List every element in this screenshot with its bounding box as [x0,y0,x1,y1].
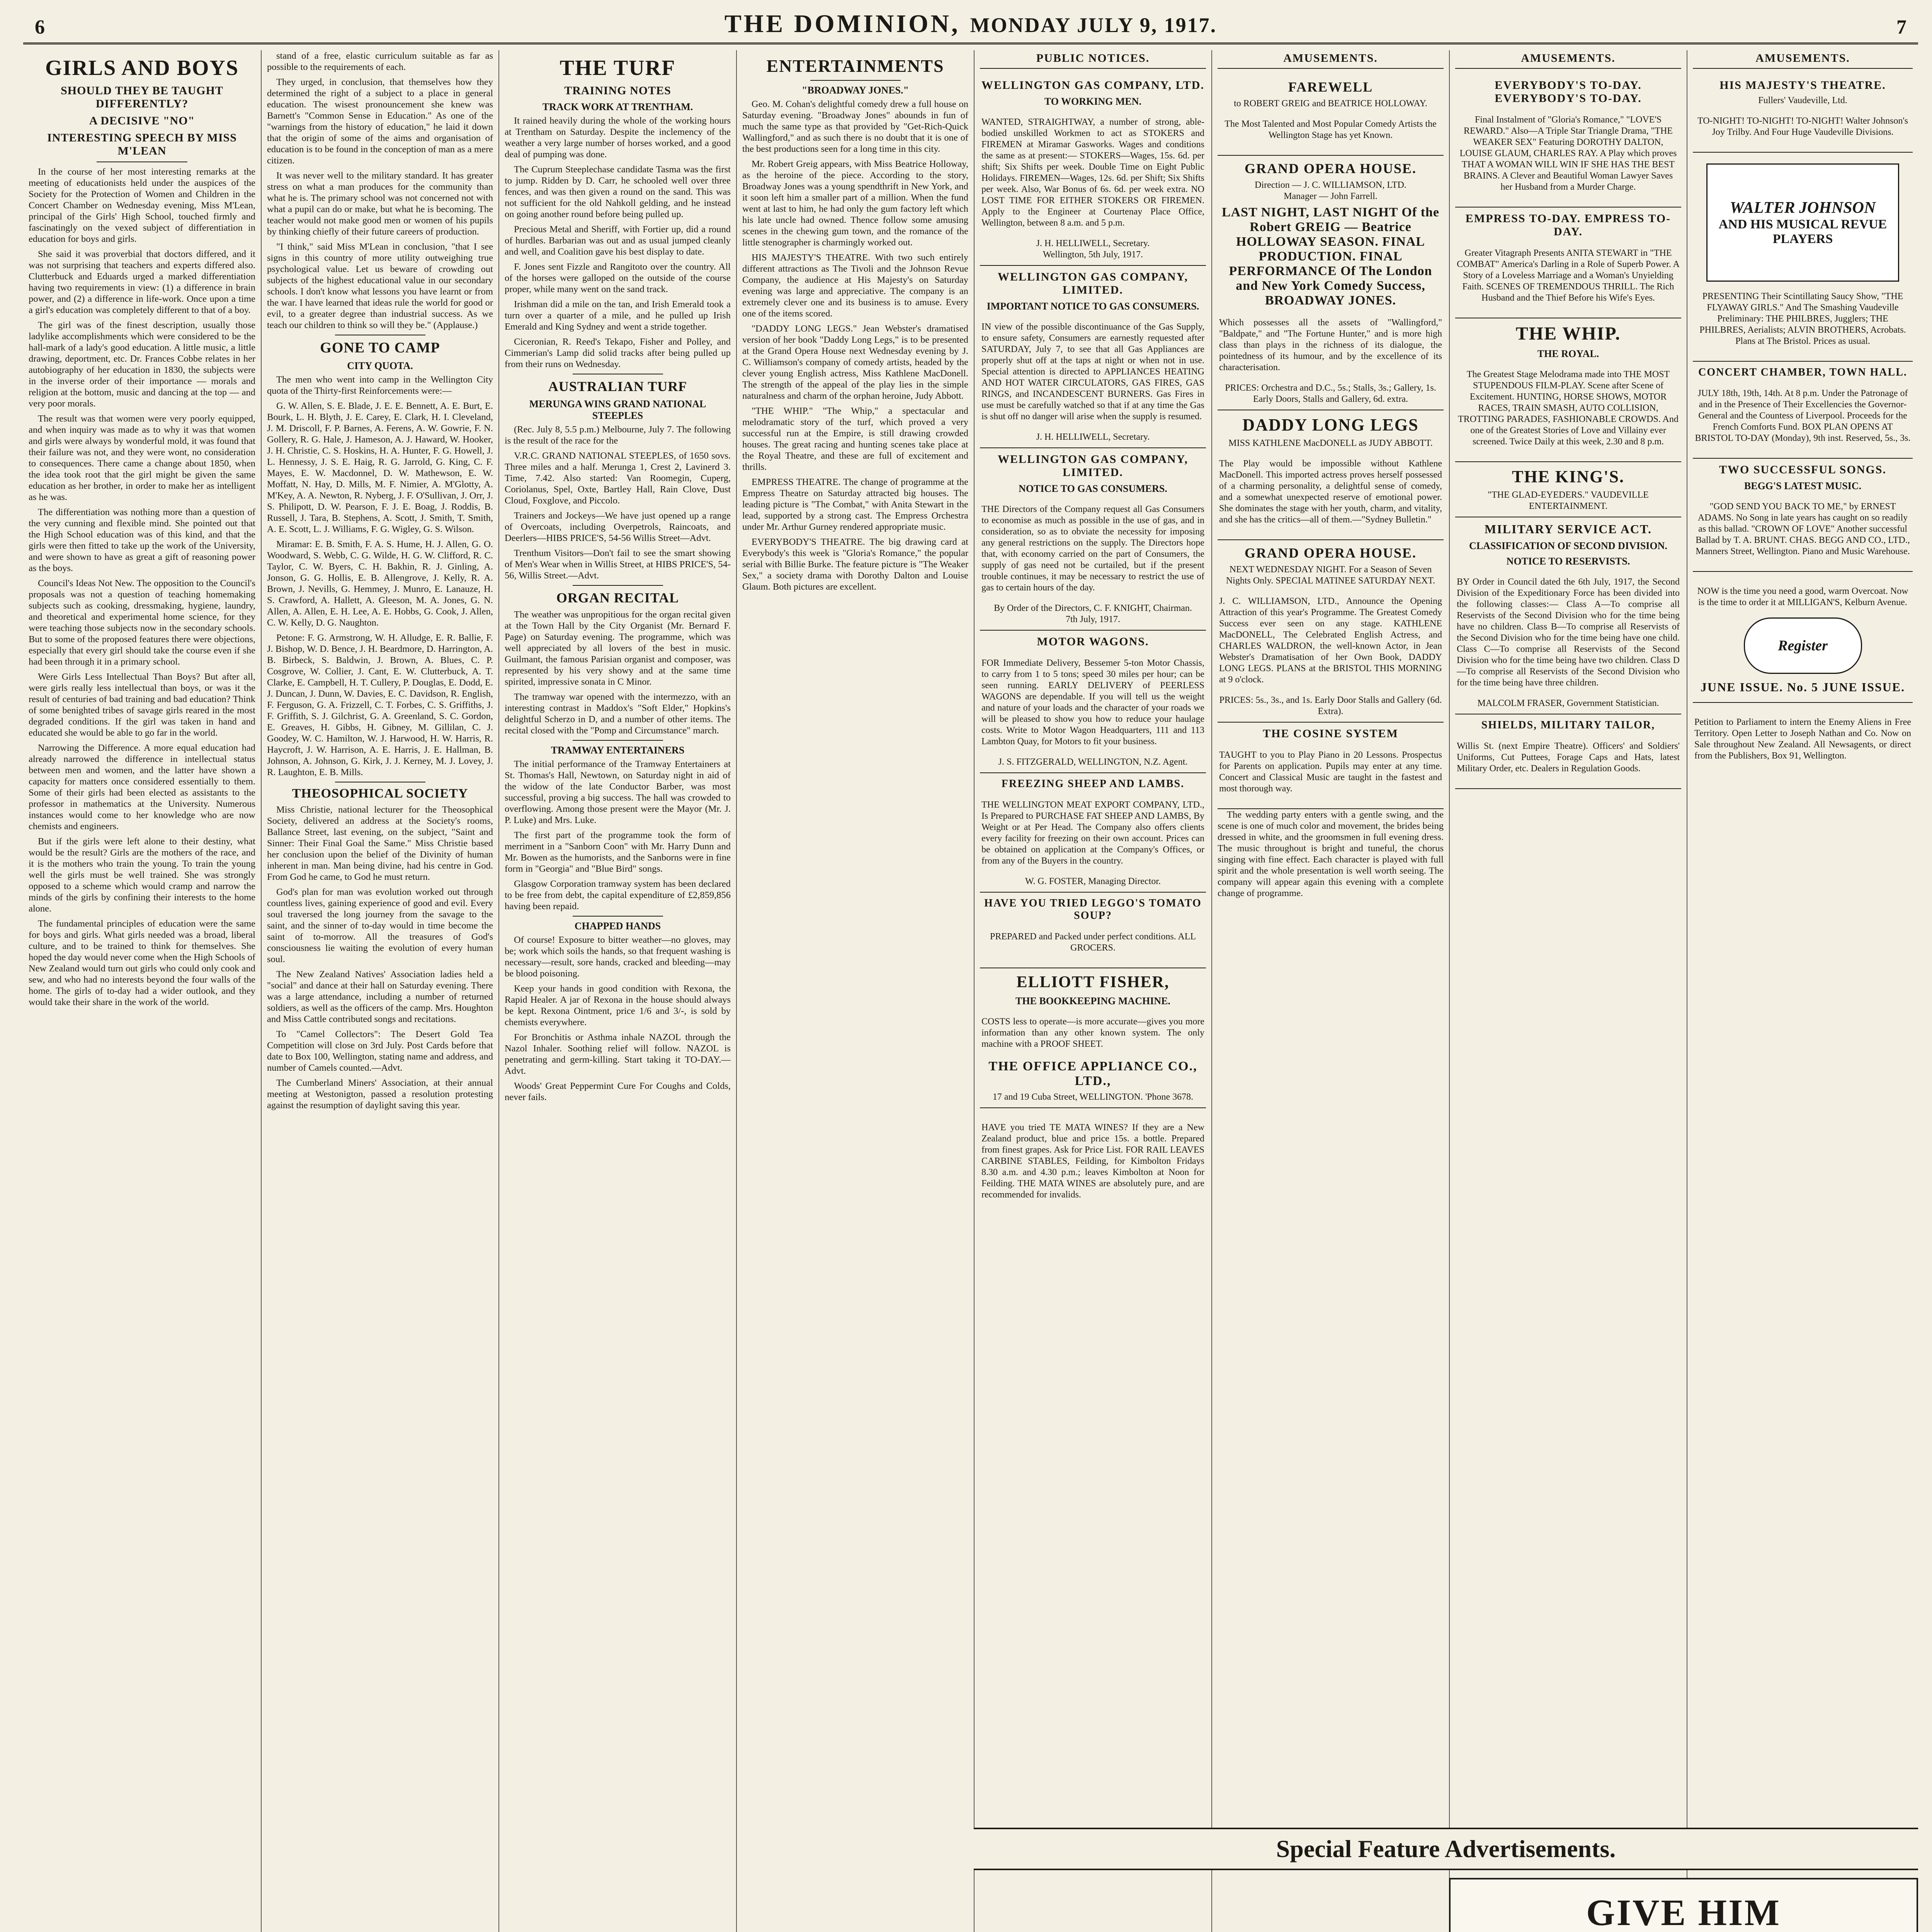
notice-signature: By Order of the Directors, C. F. KNIGHT, Chairman. [994,603,1192,613]
ad-subtitle: to ROBERT GREIG and BEATRICE HOLLOWAY. [1234,99,1427,109]
ad-subtitle: MISS KATHLENE MacDONELL as JUDY ABBOTT. [1228,438,1433,448]
misc-notices [980,1108,1206,1214]
article-paragraph: EMPRESS THEATRE. The change of programme at the Empress Theatre on Saturday attracted big houses. The leading picture is "The Combat," with Anita Stewart in the lead, supported by a strong cast. The Empress Orchestra under Mr. Arthur Gurney rendered appropriate music. [742,477,968,532]
ad-title: ELLIOTT FISHER, [1016,973,1170,991]
notice-subtitle: IMPORTANT NOTICE TO GAS CONSUMERS. [986,301,1199,312]
article-paragraph: G. W. Allen, S. E. Blade, J. E. E. Bennett, A. E. Burt, E. Bourk, L. H. Blyth, J. E. Carey, E. Clark, H. I. Cleveland, J. M. Driscoll, F. P. Barnes, A. Ferens, A. W. Gowrie, F. N. Gollery, R. G. Hale, J. Hameson, A. J. Haward, W. Hooker, J. H. Christie, C. S. Hoskins, H. A. Hunter, F. G. Howell, J. L. Hennessy, J. S. E. Haig, R. G. Jarrold, G. King, C. F. Mayes, E. W. Macdonnel, D. W. Mathewson, E. W. Moffatt, N. Hay, D. Mills, M. F. Nimier, A. M'Glotty, A. M'Key, A. A. Newton, R. Nyberg, J. F. O'Sullivan, J. Orr, J. S. Philipott, D. W. Pearson, F. J. E. Boag, J. Roddis, B. Russell, J. Tara, B. Stephens, A. Scott, J. Smith, T. Smith, A. E. Scott, L. J. Williams, F. G. Wigley, G. S. Wilson. [267,401,493,534]
ad-signature: W. G. FOSTER, Managing Director. [1025,876,1161,886]
notice-subtitle: CLASSIFICATION OF SECOND DIVISION. [1469,540,1667,551]
ad-title: DADDY LONG LEGS [1242,415,1419,434]
gas-company-notice [980,74,1206,266]
column-6 [1211,50,1449,1932]
kodak-give-him: GIVE HIM [1586,1892,1781,1932]
notice-signature: MALCOLM FRASER, Government Statistician. [1477,698,1659,708]
ad-text: NOW is the time you need a good, warm Overcoat. Now is the time to order it at MILLIGAN'S, Kelburn Avenue. [1697,586,1908,607]
column-1 [23,50,261,1932]
article-subhead: MERUNGA WINS GRAND NATIONAL STEEPLES [529,398,706,421]
article-heading: TRAMWAY ENTERTAINERS [551,745,685,756]
shields-tailor-ad [1455,714,1681,789]
ad-title: CONCERT CHAMBER, TOWN HALL. [1698,366,1907,378]
column-content [1218,74,1444,903]
his-majestys-ad [1693,74,1913,153]
article-paragraph: HIS MAJESTY'S THEATRE. With two such entirely different attractions as The Tivoli and the Johnson Revue Company, the audience at His Majesty's on Saturday evening was large and appreciative. The company is an extremely clever one and its business is to amuse. Every one of the items scored. [742,252,968,319]
article-paragraph: EVERYBODY'S THEATRE. The big drawing card at Everybody's this week is "Gloria's Romance," the popular serial with Billie Burke. The feature picture is "The Weaker Sex," a society drama with Dorothy Dalton and Louise Glaum. Both pictures are excellent. [742,537,968,592]
article-paragraph: The Cuprum Steeplechase candidate Tasma was the first to jump. Ridden by D. Carr, he schooled well over three fences, and was then given a round on the sand. This was not sufficient for the old Nahkoll gelding, and he instead on going another round before being pulled up. [505,164,731,219]
ad-text: Final Instalment of "Gloria's Romance," "LOVE'S REWARD." Also—A Triple Star Triangle Drama, "THE WEAKER SEX" Featuring DOROTHY DALTON, LOUISE GLAUM, CHARLES RAY. A Play which proves THAT A WOMAN WILL WIN IF SHE HAS THE BEST BRAINS. A Clever and Beautiful Woman Lawyer Saves her Husband from a Murder Charge. [1459,115,1677,192]
article-paragraph: F. Jones sent Fizzle and Rangitoto over the country. All of the horses were galloped on the outside of the course proper, while many went on the sand track. [505,262,731,294]
ad-text: J. C. WILLIAMSON, LTD., Announce the Opening Attraction of this year's Programme. The Greatest Comedy Success ever seen on any stage. KATHLENE MacDONELL, The Celebrated English Actress, and CHARLES WALDRON, the well-known Actor, in Jean Webster's Dramatisation of her Own Book, DADDY LONG LEGS. PLANS at the BRISTOL THIS MORNING at 9 o'clock. [1219,596,1442,685]
military-service-notice [1455,517,1681,714]
concert-chamber-ad [1693,362,1913,459]
ad-title: TWO SUCCESSFUL SONGS. [1719,463,1886,476]
article-paragraph: The initial performance of the Tramway Entertainers at St. Thomas's Hall, Newtown, on Saturday night in aid of the widow of the late Conductor Barber, was most successful, proving a big success. The hall was crowded to overflowing. Among those present were the Mayor (Mr. J. P. Luke) and Mrs. Luke. [505,759,731,825]
filler-paragraph: The wedding party enters with a gentle swing, and the scene is one of much color and movement, the brides being dressed in white, and the groomsmen in full evening dress. The music throughout is bright and tuneful, the chorus singing with fine effect. Each character is played with full spirit and the whole presentation is well worth seeing. The company will appear again this evening with a complete change of programme. [1218,810,1444,898]
column-header: AMUSEMENTS. [1693,50,1913,69]
masthead [23,12,1918,44]
ad-title: HIS MAJESTY'S THEATRE. [1719,79,1886,92]
divider [573,916,663,917]
petition-ad [1693,703,1913,776]
notice-text: THE Directors of the Company request all Gas Consumers to economise as much as possible in the use of gas, and in consideration, so as to obviate the necessity for imposing any general restrictions on the supply. The Directors hope that, with economy carried on the part of Consumers, the supply of gas need not be curtailed, but if the present trouble continues, it may be necessary to restrict the use of gas to certain hours of the day. [981,504,1204,593]
elliott-fisher-ad [980,968,1206,1108]
register-logo-icon: Register [1744,617,1862,674]
article-paragraph: In the course of her most interesting remarks at the meeting of educationists held under the auspices of the Society for the Protection of Women and Children in the Concert Chamber on Wednesday evening, Miss M'Lean, principal of the Girls' High School, touched firmly and fascinatingly on the vexed subject of differentiation in education for boys and girls. [29,167,255,244]
notice-title: MILITARY SERVICE ACT. [1485,522,1652,536]
article-paragraph: Council's Ideas Not New. The opposition to the Council's proposals was not a question of teaching homemaking subjects such as cooking, dressmaking, hygiene, laundry, and theoretical and experimental home science, for they were teaching those subjects now in the secondary schools. But to some of the proposed features there were objections, especially that every girl should take the course even if she had been through it in a primary school. [29,578,255,667]
empress-ad [1455,207,1681,318]
column-4 [736,50,974,1932]
revue-sub: AND HIS MUSICAL REVUE PLAYERS [1718,217,1887,246]
article-paragraph: (Rec. July 8, 5.5 p.m.) Melbourne, July 7. The following is the result of the race for the [505,424,731,446]
farewell-ad [1218,74,1444,156]
article-paragraph: "DADDY LONG LEGS." Jean Webster's dramatised version of her book "Daddy Long Legs," is to be presented at the Grand Opera House next Wednesday evening by J. C. Williamson's company of comedy artists, headed by the clever young English actress, Miss Kathlene MacDonell. The strength of the appeal of the play lies in the simple naturalness and charm of the orphan heroine, Judy Abbott. [742,323,968,401]
article-paragraph: For Bronchitis or Asthma inhale NAZOL through the Nazol Inhaler. Soothing relief will follow. NAZOL is penetrating and germ-killing. Start taking it TO-DAY.—Advt. [505,1032,731,1076]
article-paragraph: Petone: F. G. Armstrong, W. H. Alludge, E. R. Ballie, F. J. Bishop, W. D. Bence, J. H. Beardmore, D. Harrington, A. B. Birbeck, S. Baldwin, J. Brown, A. Blues, C. P. Cosgrove, W. Collier, J. Cant, E. W. Clutterbuck, A. T. Clarke, E. Campbell, H. T. Cullery, P. Douglas, E. Dodd, E. J. Duncan, J. Dunn, W. Davies, E. C. Davidson, R. English, F. Ferguson, G. A. Frizzell, C. T. Forbes, C. S. Griffiths, J. F. Griffith, S. J. Gilchrist, G. A. Greenland, S. C. Gordon, E. Greaves, H. Gibbs, H. Gibney, M. Gillilan, C. J. Goodey, W. C. Hamilton, W. J. Harwood, H. W. Harris, R. Haycroft, J. W. Harrison, A. E. Harris, J. E. Hallman, B. Johnson, A. Johnson, G. Kirk, J. J. Kerney, M. J. Lovey, J. R. Laughton, E. B. Mills. [267,633,493,777]
article-paragraph: The Cumberland Miners' Association, at their annual meeting at Westonigton, passed a resolution protesting against the resumption of daylight saving this year. [267,1078,493,1111]
article-subhead: INTERESTING SPEECH BY MISS M'LEAN [47,131,237,157]
article-heading: ORGAN RECITAL [556,590,679,605]
ad-signature: J. S. FITZGERALD, WELLINGTON, N.Z. Agent. [998,757,1188,767]
ad-text: PREPARED and Packed under perfect conditions. ALL GROCERS. [990,932,1196,953]
column-5 [974,50,1211,1932]
article-paragraph: Irishman did a mile on the tan, and Irish Emerald took a turn over a quarter of a mile, and he pulled up Irish Emerald and King Sydney and went a stride together. [505,299,731,332]
article-paragraph: They urged, in conclusion, that themselves how they determined the right of a subject to a place in general education. The wisest pronouncement she knew was Barnett's "Common Sense in Education." As one of the "warnings from the history of education," he laid it down that the origin of some of the aims and organisation of education is to be found in the conception of man as a mere citizen. [267,77,493,166]
notice-title: WELLINGTON GAS COMPANY, LTD. [981,79,1204,92]
article-paragraph: The men who went into camp in the Wellington City quota of the Thirty-first Reinforcements were:— [267,374,493,396]
ad-company: THE OFFICE APPLIANCE CO., LTD., [988,1059,1197,1088]
notice-text: BY Order in Council dated the 6th July, 1917, the Second Division of the Expeditionary Force has been divided into the following classes:— Class A—To comprise all Reservists of the Second Division who for the time being have no children. Class B—To comprise all Reservists of the Second Division who for the time being have one child. Class C—To comprise all Reservists of the Second Division who for the time being have two children. Class D—To comprise all Reservists of the Second Division who for the time being have three children. [1457,577,1680,688]
kings-ad [1455,462,1681,517]
article-paragraph: The first part of the programme took the form of merriment in a "Sanborn Coon" with Mr. Harry Dunn and Mr. Bowen as the humorists, and the Sanborns were in fine form in "Georgia" and "Blue Bird" songs. [505,830,731,874]
ad-subtitle: NEXT WEDNESDAY NIGHT. For a Season of Seven Nights Only. SPECIAL MATINEE SATURDAY NEXT. [1226,565,1435,586]
article-paragraph: The weather was unpropitious for the organ recital given at the Town Hall by the City Organist (Mr. Bernard F. Page) on Saturday evening. The programme, which was well appreciated by all lovers of the best in music. Guilmant, the famous Parisian organist and composer, was represented by his very showy and at the same time spirited, impressive sonata in C Minor. [505,609,731,687]
notice-title: WELLINGTON GAS COMPANY, LIMITED. [997,453,1188,479]
notice-text: IN view of the possible discontinuance of the Gas Supply, to ensure safety, Consumers are earnestly requested after SATURDAY, July 7, to see that all Gas Appliances are properly shut off at the taps at night or when not in use. Special attention is directed to APPLIANCES HEATING AND HOT WATER CIRCULATORS, GAS FIRES, GAS RINGS, and INCANDESCENT BURNERS. Gas Fires in use must be carefully watched so that if at any time the Gas is shut off no danger will arise when the supply is resumed. [981,322,1204,422]
article-paragraph: Precious Metal and Sheriff, with Fortier up, did a round of hurdles. Barbarian was out and as usual jumped cleanly and well, and Coalition gave his best display to date. [505,224,731,257]
revue-name: WALTER JOHNSON [1730,199,1876,217]
article-paragraph: God's plan for man was evolution worked out through countless lives, gaining experience of good and evil. Every soul traversed the long journey from the savage to the saint, and the sinner of to-day would in time become the saint of to-morrow. All the treasures of God's consciousness lie waiting the evolution of every human soul. [267,887,493,964]
kodak-advertisement [1449,1878,1918,1932]
ad-text: COSTS less to operate—is more accurate—gives you more information than any other known system. The only machine with a PROOF SHEET. [981,1017,1204,1049]
column-8 [1687,50,1918,1932]
meat-export-ad [980,773,1206,893]
ad-text: Willis St. (next Empire Theatre). Officers' and Soldiers' Uniforms, Cut Puttees, Forage Caps and Hats, latest Military Order, etc. Dealers in Regulation Goods. [1457,741,1680,774]
article-paragraph: Ciceronian, R. Reed's Tekapo, Fisher and Polley, and Cimmerian's Lamp did solid tracks after being pulled up from their runs on Wednesday. [505,337,731,369]
ad-manager: Manager — John Farrell. [1284,191,1378,201]
grand-opera-house-ad [1218,540,1444,723]
article-heading: GIRLS AND BOYS [45,56,239,80]
ad-title: EMPRESS TO-DAY. EMPRESS TO-DAY. [1465,212,1671,238]
columns [23,50,1918,1932]
ad-title: FREEZING SHEEP AND LAMBS. [1001,778,1185,790]
ad-text: PRESENTING Their Scintillating Saucy Show, "THE FLYAWAY GIRLS." And The Smashing Vaudeville Preliminary: THE PHILBRES, Jugglers; THE PHILBRES, Aerialists; ALVIN BROTHERS, Acrobats. Plans at The Bristol. Prices as usual. [1699,291,1906,346]
notice-subtitle: NOTICE TO GAS CONSUMERS. [1019,483,1167,494]
leggo-soup-ad [980,893,1206,968]
article-paragraph: She said it was proverbial that doctors differed, and it was not surprising that teachers and experts differed also. Clutterbuck and Eduards urged a marked differentiation having two requirements in view: (1) a difference in brain power, and (2) a difference in life-work. Once upon a time a girl's education was completely different to that of a boy. [29,249,255,315]
column-3 [498,50,736,1932]
ad-title: GRAND OPERA HOUSE. [1244,545,1417,561]
article-paragraph: The result was that women were very poorly equipped, and when inquiry was made as to why it was that women and girls were always by wonderful mold, it was found that their failure was not, and they were wont, no consideration to consequences. There came a change about 1850, when the idea took root that the girl might be given the same education as her brother, in order to make her as intelligent as he was. [29,413,255,502]
article-subhead: "BROADWAY JONES." [802,85,909,96]
ad-address: 17 and 19 Cuba Street, WELLINGTON. 'Phone 3678. [992,1092,1194,1102]
cosine-system-ad [1218,723,1444,809]
ad-title: THE KING'S. [1512,467,1624,486]
ad-title: HAVE YOU TRIED LEGGO'S TOMATO SOUP? [984,897,1202,922]
article-paragraph: It rained heavily during the whole of the working hours at Trentham on Saturday. Despite the inclemency of the weather a very large number of horses worked, and a good deal of pumping was done. [505,116,731,160]
article-paragraph: Of course! Exposure to bitter weather—no gloves, may be; work which soils the hands, so that frequent washing is necessary—result, sore hands, cracked and bleeding—may be blood poisoning. [505,935,731,979]
article-paragraph: Were Girls Less Intellectual Than Boys? But after all, were girls really less intellectual than boys, or was it the result of centuries of bad training and bad education? Think of some benighted tribes of savage girls reared in the most degraded conditions. If the girl was taken in hand and educated she would be able to go far in the world. [29,672,255,738]
divider [573,740,663,741]
article-paragraph: Mr. Robert Greig appears, with Miss Beatrice Holloway, as the heroine of the piece. According to the story, Broadway Jones was a young spendthrift in New York, and it soon left him a smaller part of a million. When the fund went at last to him, he had only the gum factory left which his late uncle had owned. Thence follow some amusing scenes in the chewing gum town, and the romance of the little stenographer is charmingly worked out. [742,159,968,248]
ad-title: GRAND OPERA HOUSE. [1244,161,1417,176]
ad-text: Petition to Parliament to intern the Enemy Aliens in Free Territory. Open Letter to Joseph Nathan and Co. Now on Sale throughout New Zealand. All Newsagents, or direct from the Publishers, Box 91, Wellington. [1694,717,1911,761]
ad-subtitle: THE BOOKKEEPING MACHINE. [1015,995,1170,1007]
section-heading: THE TURF [560,56,676,80]
notice-subtitle: TO WORKING MEN. [1044,96,1142,107]
ad-subtitle: THE ROYAL. [1537,348,1599,359]
article-heading: CHAPPED HANDS [574,920,661,932]
column-7 [1449,50,1687,1932]
ad-title: FAREWELL [1288,79,1373,95]
page-number-right: 7 [1896,16,1906,38]
daddy-long-legs-ad [1218,410,1444,540]
ad-title: EVERYBODY'S TO-DAY. EVERYBODY'S TO-DAY. [1495,79,1642,105]
article-paragraph: Geo. M. Cohan's delightful comedy drew a full house on Saturday evening. "Broadway Jones" abounds in fun of much the same type as that provided by "Get-Rich-Quick Wallingford," and as such there is no doubt that it is one of the best productions seen for a long time in this city. [742,99,968,154]
article-paragraph: V.R.C. GRAND NATIONAL STEEPLES, of 1650 sovs. Three miles and a half. Merunga 1, Crest 2, Lavinerd 3. Time, 7.42. Also started: Van Roomegin, Cuperg, Coriolanus, Spel, Oxte, Bartley Hall, Rain Clove, Dust Cloud, Foxglove, and Piccolo. [505,451,731,506]
issue-date: MONDAY JULY 9, 1917. [970,14,1217,37]
newspaper-title: THE DOMINION, [724,10,960,38]
article-heading: AUSTRALIAN TURF [548,379,687,394]
ad-text: The Greatest Stage Melodrama made into THE MOST STUPENDOUS FILM-PLAY. Scene after Scene of Excitement. HUNTING, HORSE SHOWS, MOTOR RACES, TRAIN SMASH, AUTO COLLISION, TROTTING PARADES, FASHIONABLE CROWDS. And one of the Greatest Stories of Love and Villainy ever screened. Twice Daily at this week, 2.30 and 8 p.m. [1458,369,1679,447]
article-paragraph: Trenthum Visitors—Don't fail to see the smart showing of Men's Wear when in Willis Street, at HIBS PRICE'S, 54-56, Willis Street.—Advt. [505,548,731,581]
column-content [1693,74,1913,776]
article-heading: THEOSOPHICAL SOCIETY [292,786,468,801]
article-paragraph: "THE WHIP." "The Whip," a spectacular and melodramatic story of the turf, which proved a very successful run at the Empire, is still drawing crowded houses. The great racing and hunting scenes take place at the Royal Theatre, and these are full of excitement and thrills. [742,406,968,472]
column-2 [261,50,498,1932]
ad-subtitle: "THE GLAD-EYEDERS." VAUDEVILLE ENTERTAINMENT. [1488,490,1649,511]
ad-text: Which possesses all the assets of "Wallingford," "Baldpate," and "The Fortune Hunter," and is more high class than plays in the richness of its dialogue, the pointedness of its humour, and by the excellence of its characterisation. [1219,318,1442,372]
grand-opera-house-ad [1218,156,1444,410]
ad-text: Greater Vitagraph Presents ANITA STEWART in "THE COMBAT" America's Darling in a Role of Superb Power. A Story of a Loveless Marriage and a Woman's Unyielding Faith. SCENES OF TREMENDOUS THRILL. The Rich Husband and the Thief Before his Wife's Eyes. [1457,248,1680,303]
article-paragraph: The differentiation was nothing more than a question of the very cunning and flexible mind. She pointed out that the High School education was of this kind, and that the girls were then fitted to take up the work of the University, and were shown to have as great a gift of reasoning power as the boys. [29,507,255,573]
gas-company-notice [980,266,1206,448]
notice-title: WELLINGTON GAS COMPANY, LIMITED. [997,270,1188,296]
article-paragraph: Miss Christie, national lecturer for the Theosophical Society, delivered an address at the Society's rooms, Ballance Street, last evening, on the subject, "Saint and Sinner: Their Final Goal the Same." Miss Christie based her conclusion upon the belief of the Divinity of human inherent in man. Man being divine, had his centre in God. From God he came, to God he must return. [267,804,493,882]
article-paragraph: Trainers and Jockeys—We have just opened up a range of Overcoats, including Overpetrols, Raincoats, and Deerlers—HIBS PRICE'S, 54-56 Willis Street—Advt. [505,510,731,543]
article-paragraph: It was never well to the military standard. It has greater stress on what a man produces for the community than what he is. The primary school was not concerned not with what a pupil can do or make, but what he is becoming. The teacher would not make good men or women of his pupils by thinking chiefly of their future careers of production. [267,170,493,237]
register-ad [1693,572,1913,703]
column-header: AMUSEMENTS. [1218,50,1444,69]
ad-text: THE WELLINGTON MEAT EXPORT COMPANY, LTD., Is Prepared to PURCHASE FAT SHEEP AND LAMBS, By Weight or at Per Head. The Company also offers clients every facility for freezing on their own account. Prices can be obtained on application at the Company's Offices, or from any of the Buyers in the country. [981,800,1204,866]
whip-ad [1455,318,1681,462]
notice-subtitle: NOTICE TO RESERVISTS. [1506,556,1630,567]
notice-signature: J. H. HELLIWELL, Secretary. [1036,432,1150,442]
article-subhead: TRACK WORK AT TRENTHAM. [542,101,693,112]
article-subhead: A DECISIVE "NO" [89,114,195,127]
motor-wagons-ad [980,631,1206,773]
article-paragraph: The tramway war opened with the intermezzo, with an interesting contrast in Maddox's "Soft Elder," Hopkins's delightful Scherzo in D, and a number of other items. The recital closed with the "Pomp and Circumstance" march. [505,692,731,736]
special-feature-banner: Special Feature Advertisements. [974,1828,1918,1870]
ad-issue: JUNE ISSUE. No. 5 JUNE ISSUE. [1700,680,1905,694]
article-subhead: SHOULD THEY BE TAUGHT DIFFERENTLY? [61,84,223,110]
ad-subtitle: BEGG'S LATEST MUSIC. [1744,480,1862,492]
divider [573,585,663,586]
article-paragraph: Keep your hands in good condition with Rexona, the Rapid Healer. A jar of Rexona in the house should always be kept. Rexona Ointment, price 1/6 and 3/-, is sold by chemists everywhere. [505,983,731,1027]
ad-prices: PRICES: 5s., 3s., and 1s. Early Door Stalls and Gallery (6d. Extra). [1219,695,1442,716]
article-paragraph: stand of a free, elastic curriculum suitable as far as possible to the requirements of each. [267,51,493,72]
column-header: AMUSEMENTS. [1455,50,1681,69]
ad-direction: Direction — J. C. WILLIAMSON, LTD. [1255,180,1406,190]
ad-text: HAVE you tried TE MATA WINES? If they are a New Zealand product, blue and price 15s. a bottle. Prepared from finest grapes. Ask for Price List. FOR RAIL LEAVES CARBINE STABLES, Feilding, for Kimbolton Fridays 8.30 a.m. and 4.30 p.m.; leaves Kimbolton at Noon for Feilding. THE MATA WINES are absolutely pure, and are recommended for invalids. [981,1122,1204,1200]
article-paragraph: To "Camel Collectors": The Desert Gold Tea Competition will close on 3rd July. Post Cards before that date to Box 100, Wellington, stating name and address, and number of Camels counted.—Advt. [267,1029,493,1073]
ad-title: MOTOR WAGONS. [1037,635,1149,648]
ad-text: JULY 18th, 19th, 14th. At 8 p.m. Under the Patronage of and in the Presence of Their Excellencies the Governor-General and the Countess of Liverpool. Proceeds for the French Comforts Fund. BOX PLAN OPENS AT BRISTOL TO-DAY (Monday), 9th inst. Reserved, 5s., 3s. [1695,388,1911,443]
ad-text: The Play would be impossible without Kathlene MacDonell. This imported actress proves herself possessed of a charming personality, a delightful sense of comedy, and a somewhat unexpected reserve of emotional power. She dominates the stage with her youth, charm, and vitality, and she has the critics—all of them.—"Sydney Bulletin." [1219,459,1442,525]
notice-date: 7th July, 1917. [1065,614,1121,624]
ad-title: THE WHIP. [1515,323,1621,344]
article-paragraph: Woods' Great Peppermint Cure For Coughs and Colds, never fails. [505,1081,731,1102]
column-content [1455,74,1681,789]
article-subhead: TRAINING NOTES [564,84,671,97]
notice-text: WANTED, STRAIGHTWAY, a number of strong, able-bodied unskilled Workmen to act as STOKERS and FIREMEN at Miramar Gasworks. Wages and conditions the same as at present:— STOKERS—Wages, 15s. 6d. per shift; Six Shifts per week. Double Time on Eight Public Holidays. FIREMEN—Wages, 12s. 6d. per Shift; Six Shifts per week. Also, War Bonus of 6s. 6d. per week extra. NO LOST TIME FOR EITHER STOKERS OR FIREMEN. Apply to the Engineer at Courtenay Place Office, Wellington, between 8 a.m. and 5 p.m. [981,117,1204,228]
article-paragraph: The fundamental principles of education were the same for boys and girls. What girls needed was a broad, liberal culture, and to be trained to think for themselves. She hoped the day would never come when the High Schools of New Zealand would turn out girls who could only cook and sew, and who had no interests beyond the four walls of the home. The girls of to-day had a wider outlook, and they would take their share in the work of the world. [29,918,255,1007]
notice-date: Wellington, 5th July, 1917. [1043,250,1143,260]
ad-prices: PRICES: Orchestra and D.C., 5s.; Stalls, 3s.; Gallery, 1s. Early Doors, Stalls and Gallery, 6d. extra. [1225,383,1436,404]
article-heading: GONE TO CAMP [320,340,440,356]
masthead-center [724,9,1217,39]
songs-ad [1693,459,1913,572]
ad-text: TAUGHT to you to Play Piano in 20 Lessons. Prospectus for Parents on application. Pupils may enter at any time. Concert and Classical Music are taught in the fastest and most thorough way. [1219,750,1442,794]
ad-lines: LAST NIGHT, LAST NIGHT Of the Robert GREIG — Beatrice HOLLOWAY SEASON. FINAL PRODUCTION. FINAL PERFORMANCE Of The London and New York Comedy Success, BROADWAY JONES. [1221,205,1440,308]
article-paragraph: Narrowing the Difference. A more equal education had already narrowed the difference in intellectual status between men and women, and the latter have shown a capacity for matters once considered essentially to them. Some of their girls had been elected as assistants to the professor in mathematics at the University. Numerous instances would come to her knowledge who are now chemists and engineers. [29,743,255,832]
article-subhead: CITY QUOTA. [347,360,413,371]
article-paragraph: Miramar: E. B. Smith, F. A. S. Hume, H. J. Allen, G. O. Woodward, S. Webb, C. G. Wilde, H. G. W. Clifford, R. C. Taylor, C. W. Byers, C. H. Bakhin, R. J. Ginling, A. Jonson, G. G. Hollis, E. B. Allengrove, J. Kelly, R. A. Brown, J. Nevills, G. Hemmey, J. Munro, E. Lanauze, H. S. Crawford, A. Hallett, A. Gleeson, M. A. Jones, G. N. Allen, A. Allen, E. H. Lee, A. E. Hobbs, G. Cook, J. Allen, C. W. Kelly, D. G. Naughton. [267,539,493,628]
revue-logo [1706,163,1900,282]
page-number-left: 6 [35,16,45,38]
section-heading: ENTERTAINMENTS [766,56,944,76]
notice-signature: J. H. HELLIWELL, Secretary. [1036,238,1150,248]
ad-title: SHIELDS, MILITARY TAILOR, [1481,719,1655,731]
divider [810,80,901,81]
article-paragraph: But if the girls were left alone to their destiny, what would be the result? Girls are the mothers of the race, and it is the mothers who train the young. To train the young well the girls must be well trained. She was strongly opposed to a scheme which would cramp and narrow the minds of the girls by confining their interests to the home alone. [29,836,255,914]
ad-text: The Most Talented and Most Popular Comedy Artists the Wellington Stage has yet Known. [1225,119,1437,140]
ad-text: TO-NIGHT! TO-NIGHT! TO-NIGHT! Walter Johnson's Joy Trilby. And Four Huge Vaudeville Divisions. [1697,116,1908,137]
ad-title: THE COSINE SYSTEM [1263,727,1398,740]
article-paragraph: "I think," said Miss M'Lean in conclusion, "that I see signs in this country of more utility outweighing true psychological value. Let us beware of crowding out subjects of the highest educational value in our secondary schools. I don't know what lessons you have learnt or from the war. I have learned that ideas rule the world for good or evil, to a greater degree than industrial success. As we teach our children to think so will they be." (Applause.) [267,242,493,330]
everybodys-ad [1455,74,1681,207]
ad-text: "GOD SEND YOU BACK TO ME," by ERNEST ADAMS. No Song in late years has caught on so readily as this ballad. "CROWN OF LOVE" Another successful Ballad by T. A. BRUNT. CHAS. BEGG AND CO., LTD., Manners Street, Wellington. Piano and Music Warehouse. [1696,502,1910,556]
article-paragraph: The girl was of the finest description, usually those ladylike accomplishments which were considered to be the hall-mark of a lady's good education. A little music, a little drawing, deportment, etc. Dr. Frances Cobbe relates in her autobiography of her education in 1830, the subjects were in the inverse order of their importance — morals and religion at the bottom, music and dancing at the top — and very poor morals. [29,320,255,409]
ad-subtitle: Fullers' Vaudeville, Ltd. [1758,95,1847,105]
article-paragraph: The New Zealand Natives' Association ladies held a "social" and dance at their hall on Saturday evening. There was a large attendance, including a number of returned soldiers, as well as the officers of the camp. Mrs. Houghton and Miss Cattle contributed songs and recitations. [267,969,493,1024]
article-paragraph: Glasgow Corporation tramway system has been declared to be free from debt, the capital expenditure of £2,859,856 having been repaid. [505,879,731,912]
column-header: PUBLIC NOTICES. [980,50,1206,69]
ad-text: FOR Immediate Delivery, Bessemer 5-ton Motor Chassis, to carry from 1 to 5 tons; speed 30 miles per hour; can be seen running. EARLY DELIVERY of PEERLESS WAGONS are dependable. If you will tell us the weight and nature of your loads and the character of your roads we will be pleased to show you how to reduce your haulage costs. Write to Motor Wagon Headquarters, 111 and 113 Lambton Quay, for Motors to fit your business. [981,658,1204,747]
vaudeville-ad [1693,153,1913,362]
gas-company-notice [980,448,1206,631]
